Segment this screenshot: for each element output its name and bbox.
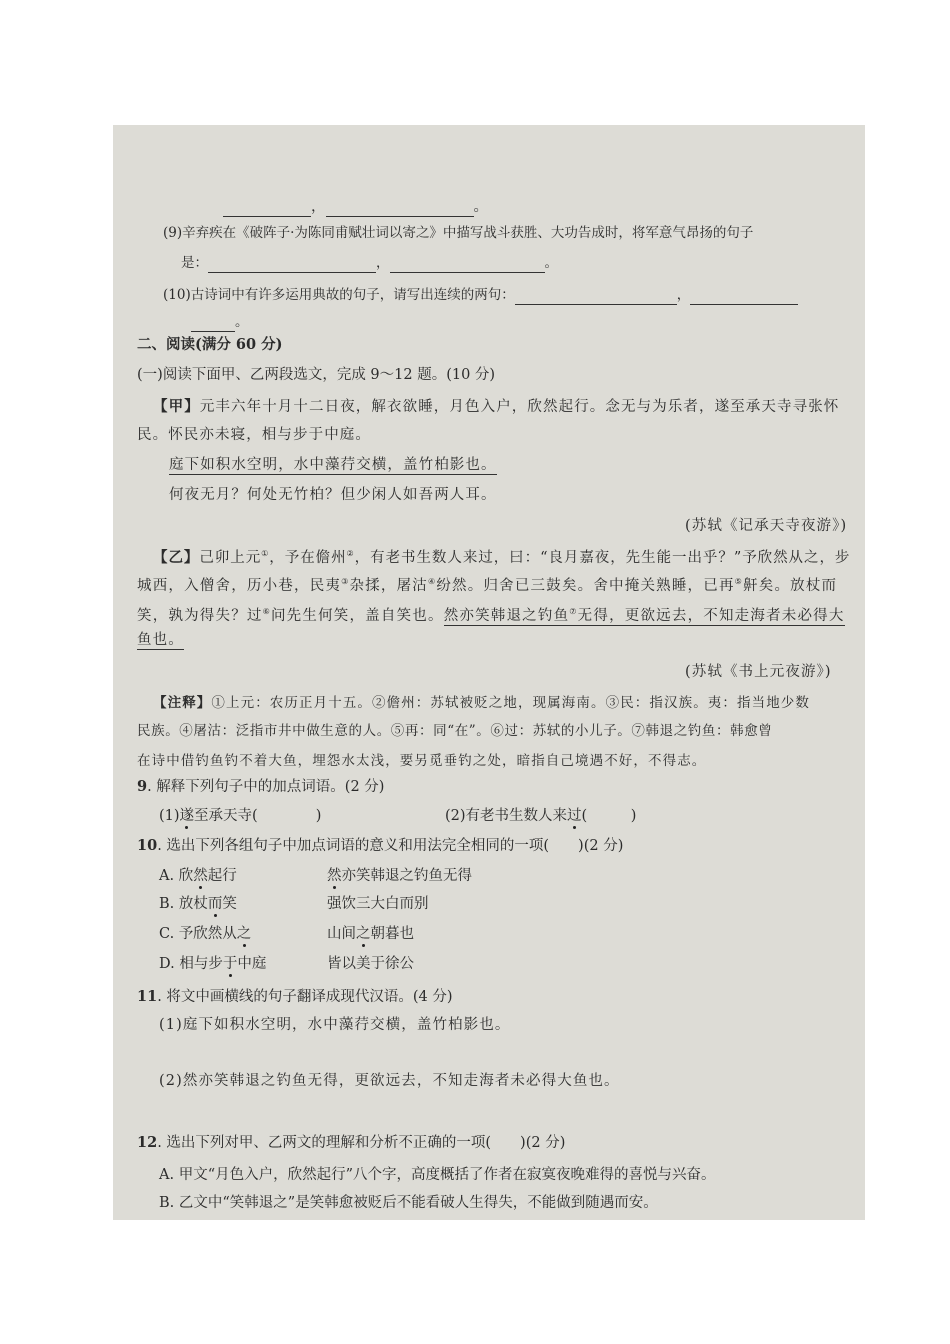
answer-blank[interactable]	[191, 315, 235, 332]
q12-option-b: B. 乙文中“笑韩退之”是笑韩愈被贬后不能看破人生得失，不能做到随遇而安。	[159, 1195, 658, 1211]
q10-option-right: 然亦笑韩退之钓鱼无得	[327, 868, 472, 884]
section-title: 二、阅读(满分 60 分)	[137, 336, 283, 353]
q10-option-right: 强饮三大白而别	[327, 896, 429, 912]
q10-option-left: B. 放杖而笑	[159, 896, 237, 912]
yi-line-2: 城西，入僧舍，历小巷，民夷③杂揉，屠沽④纷然。归舍已三鼓矣。舍中掩关熟睡，已再⑤鼾矣。放杖而	[137, 577, 838, 594]
answer-blank[interactable]	[690, 288, 798, 305]
notes-line-3: 在诗中借钓鱼钓不着大鱼，埋怨水太浅，要另觅垂钓之处，暗指自己境遇不好，不得志。	[137, 753, 707, 769]
q9-fill-prompt: (9)辛弃疾在《破阵子·为陈同甫赋壮词以寄之》中描写战斗获胜、大功告成时，将军意气昂扬的句子	[163, 225, 754, 241]
yi-line-1: 【乙】己卯上元①，予在儋州②，有老书生数人来过，曰：“良月嘉夜，先生能一出乎？”予欣然从之，步	[153, 548, 851, 566]
q10-fill-prompt: (10)古诗词中有许多运用典故的句子，请写出连续的两句： ，	[163, 285, 798, 305]
answer-blank[interactable]	[515, 288, 677, 305]
q9-title: 9. 解释下列句子中的加点词语。(2 分)	[137, 778, 385, 795]
yi-source: (苏轼《书上元夜游》)	[685, 664, 832, 680]
q12-title: 12. 选出下列对甲、乙两文的理解和分析不正确的一项( )(2 分)	[137, 1134, 566, 1151]
notes-line-2: 民族。④屠沽：泛指市井中做生意的人。⑤再：同“在”。⑥过：苏轼的小儿子。⑦韩退之钓鱼：韩愈曾	[137, 723, 773, 739]
jia-source: (苏轼《记承天寺夜游》)	[685, 518, 848, 534]
exam-paper	[113, 125, 865, 1220]
q10-option-left: D. 相与步于中庭	[159, 956, 267, 972]
answer-blank[interactable]	[326, 200, 474, 217]
q11-sentence-2: (2)然亦笑韩退之钓鱼无得，更欲远去，不知走海者未必得大鱼也。	[159, 1073, 620, 1089]
answer-blank[interactable]	[390, 256, 545, 273]
q9-item-1: (1)遂至承天寺( )	[159, 808, 322, 824]
q11-title: 11. 将文中画横线的句子翻译成现代汉语。(4 分)	[137, 988, 453, 1005]
jia-line-1: 【甲】元丰六年十月十二日夜，解衣欲睡，月色入户，欣然起行。念无与为乐者，遂至承天寺寻张怀	[153, 398, 840, 415]
jia-line-4: 何夜无月？何处无竹柏？但少闲人如吾两人耳。	[169, 487, 497, 503]
q11-sentence-1: (1)庭下如积水空明，水中藻荇交横，盖竹柏影也。	[159, 1017, 511, 1033]
q9-item-2: (2)有老书生数人来过( )	[445, 808, 637, 824]
q10-option-right: 山间之朝暮也	[327, 926, 414, 942]
q10-answer-line: 。	[191, 312, 249, 332]
q8-answer-line: ， 。	[223, 197, 488, 217]
q10-option-left: C. 予欣然从之	[159, 926, 252, 942]
q10-option-left: A. 欣然起行	[159, 868, 237, 884]
jia-line-2: 民。怀民亦未寝，相与步于中庭。	[137, 427, 371, 443]
q12-option-a: A. 甲文“月色入户，欣然起行”八个字，高度概括了作者在寂寞夜晚难得的喜悦与兴奋。	[159, 1167, 716, 1183]
part-title: (一)阅读下面甲、乙两段选文，完成 9～12 题。(10 分)	[137, 367, 496, 383]
q9-answer-line: 是： ， 。	[181, 255, 558, 271]
yi-line-3: 笑，孰为得失？过⑥问先生何笑，盖自笑也。然亦笑韩退之钓鱼⑦无得，更欲远去，不知走海者未必得大	[137, 607, 845, 624]
notes-line-1: 【注释】①上元：农历正月十五。②儋州：苏轼被贬之地，现属海南。③民：指汉族。夷：指当地少数	[153, 695, 811, 711]
answer-blank[interactable]	[208, 256, 376, 273]
jia-line-3: 庭下如积水空明，水中藻荇交横，盖竹柏影也。	[169, 457, 497, 473]
answer-blank[interactable]	[223, 200, 311, 217]
q10-option-right: 皆以美于徐公	[327, 956, 414, 972]
q10-title: 10. 选出下列各组句子中加点词语的意义和用法完全相同的一项( )(2 分)	[137, 837, 624, 854]
yi-line-4: 鱼也。	[137, 632, 184, 648]
